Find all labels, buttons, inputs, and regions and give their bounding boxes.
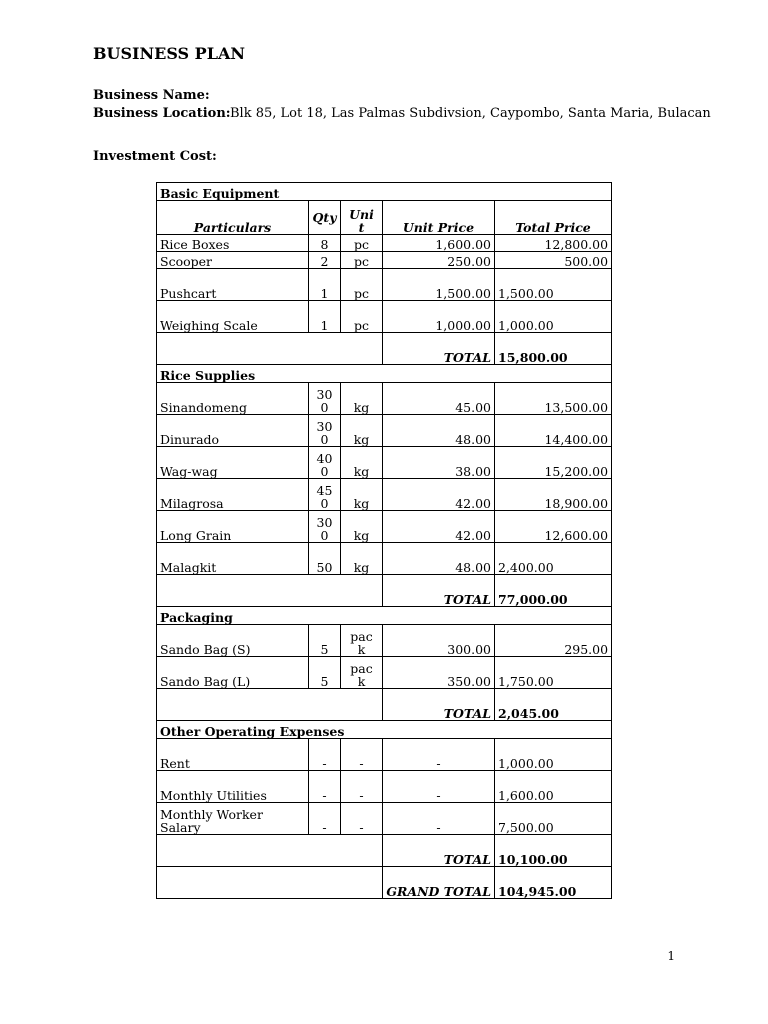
cell-particular: Pushcart (157, 269, 309, 301)
cell-unit-price: 1,600.00 (383, 235, 495, 252)
cell-qty: 5 (309, 625, 341, 657)
table-row (157, 479, 612, 511)
section-total-label: TOTAL (383, 835, 495, 867)
cell-unit-price: 48.00 (383, 543, 495, 575)
section-total-row (157, 333, 612, 365)
section-total-label: TOTAL (383, 575, 495, 607)
cell-unit-price: 42.00 (383, 511, 495, 543)
cell-total-price: 13,500.00 (495, 383, 612, 415)
cell-particular: Long Grain (157, 511, 309, 543)
cell-total-price: 1,750.00 (495, 657, 612, 689)
table-row (157, 269, 612, 301)
section-total-value: 2,045.00 (495, 689, 612, 721)
cell-qty: - (309, 739, 341, 771)
cell-particular: Monthly Utilities (157, 771, 309, 803)
cell-unit-price: 48.00 (383, 415, 495, 447)
table-row (157, 511, 612, 543)
cell-total-price: 1,500.00 (495, 269, 612, 301)
cell-unit: kg (341, 383, 383, 415)
table-row (157, 625, 612, 657)
cell-qty: - (309, 771, 341, 803)
section-total-value: 10,100.00 (495, 835, 612, 867)
table-row (157, 543, 612, 575)
document-title: BUSINESS PLAN (93, 44, 245, 63)
cell-particular: Scooper (157, 252, 309, 269)
cell-qty: - (309, 803, 341, 835)
cell-unit: kg (341, 447, 383, 479)
cell-total-price: 18,900.00 (495, 479, 612, 511)
section-header-row (157, 183, 612, 201)
section-title: Packaging (157, 607, 612, 625)
cell-unit: pc (341, 252, 383, 269)
col-header-unit: Uni t (341, 201, 383, 235)
column-header-row (157, 201, 612, 235)
cell-total-price: 1,600.00 (495, 771, 612, 803)
cell-unit-price: 45.00 (383, 383, 495, 415)
table-row (157, 415, 612, 447)
cell-total-price: 295.00 (495, 625, 612, 657)
cell-unit: - (341, 771, 383, 803)
section-total-label: TOTAL (383, 333, 495, 365)
cell-total-price: 14,400.00 (495, 415, 612, 447)
cell-particular: Sando Bag (L) (157, 657, 309, 689)
cell-total-price: 2,400.00 (495, 543, 612, 575)
col-header-particulars: Particulars (157, 201, 309, 235)
cell-unit: pac k (341, 657, 383, 689)
cell-unit: pc (341, 301, 383, 333)
cell-particular: Monthly Worker Salary (157, 803, 309, 835)
cell-particular: Weighing Scale (157, 301, 309, 333)
table-row (157, 803, 612, 835)
cell-qty: 50 (309, 543, 341, 575)
business-name-row (93, 88, 210, 103)
section-title: Other Operating Expenses (157, 721, 612, 739)
cell-unit-price: - (383, 771, 495, 803)
table-row (157, 739, 612, 771)
cell-unit: pc (341, 269, 383, 301)
cell-qty: 40 0 (309, 447, 341, 479)
cell-total-price: 1,000.00 (495, 301, 612, 333)
section-header-row (157, 607, 612, 625)
cell-unit: kg (341, 543, 383, 575)
total-blank (157, 575, 383, 607)
cell-particular: Sando Bag (S) (157, 625, 309, 657)
col-header-unit-price: Unit Price (383, 201, 495, 235)
page-number: 1 (667, 949, 675, 963)
cell-unit: kg (341, 511, 383, 543)
cell-particular: Sinandomeng (157, 383, 309, 415)
table-row (157, 235, 612, 252)
grand-total-row (157, 867, 612, 899)
table-row (157, 447, 612, 479)
cell-unit-price: - (383, 803, 495, 835)
table-row (157, 383, 612, 415)
section-total-row (157, 575, 612, 607)
cell-unit-price: 1,500.00 (383, 269, 495, 301)
cell-qty: 30 0 (309, 383, 341, 415)
cell-qty: 5 (309, 657, 341, 689)
cell-particular: Dinurado (157, 415, 309, 447)
business-name-label: Business Name: (93, 88, 210, 103)
table-row (157, 301, 612, 333)
section-total-value: 15,800.00 (495, 333, 612, 365)
section-title: Rice Supplies (157, 365, 612, 383)
section-header-row (157, 721, 612, 739)
cell-qty: 45 0 (309, 479, 341, 511)
cell-unit-price: 300.00 (383, 625, 495, 657)
cell-unit-price: - (383, 739, 495, 771)
cell-particular: Milagrosa (157, 479, 309, 511)
col-header-qty: Qty (309, 201, 341, 235)
cell-unit: pc (341, 235, 383, 252)
cell-total-price: 12,600.00 (495, 511, 612, 543)
investment-table-body (157, 183, 612, 899)
cell-qty: 1 (309, 301, 341, 333)
grand-total-blank (157, 867, 383, 899)
cell-particular: Wag-wag (157, 447, 309, 479)
section-total-row (157, 689, 612, 721)
business-location-value: Blk 85, Lot 18, Las Palmas Subdivsion, Caypombo, Santa Maria, Bulacan (230, 106, 711, 121)
cell-qty: 8 (309, 235, 341, 252)
cell-unit: kg (341, 479, 383, 511)
cell-total-price: 12,800.00 (495, 235, 612, 252)
investment-cost-label: Investment Cost: (93, 149, 217, 164)
cell-total-price: 500.00 (495, 252, 612, 269)
cell-particular: Rent (157, 739, 309, 771)
cell-unit: pac k (341, 625, 383, 657)
cell-unit: - (341, 739, 383, 771)
cell-unit-price: 38.00 (383, 447, 495, 479)
grand-total-value: 104,945.00 (495, 867, 612, 899)
section-header-row (157, 365, 612, 383)
grand-total-label: GRAND TOTAL (383, 867, 495, 899)
cell-unit: kg (341, 415, 383, 447)
cell-particular: Rice Boxes (157, 235, 309, 252)
total-blank (157, 689, 383, 721)
cell-unit: - (341, 803, 383, 835)
cell-qty: 30 0 (309, 511, 341, 543)
section-total-label: TOTAL (383, 689, 495, 721)
business-location-label: Business Location: (93, 106, 231, 121)
table-row (157, 252, 612, 269)
cell-qty: 2 (309, 252, 341, 269)
investment-cost-table (156, 182, 612, 899)
table-row (157, 657, 612, 689)
cell-qty: 1 (309, 269, 341, 301)
cell-particular: Malagkit (157, 543, 309, 575)
section-total-value: 77,000.00 (495, 575, 612, 607)
cell-total-price: 1,000.00 (495, 739, 612, 771)
cell-unit-price: 1,000.00 (383, 301, 495, 333)
cell-total-price: 15,200.00 (495, 447, 612, 479)
col-header-total-price: Total Price (495, 201, 612, 235)
cell-unit-price: 350.00 (383, 657, 495, 689)
cell-total-price: 7,500.00 (495, 803, 612, 835)
table-row (157, 771, 612, 803)
section-title: Basic Equipment (157, 183, 612, 201)
total-blank (157, 333, 383, 365)
section-total-row (157, 835, 612, 867)
cell-qty: 30 0 (309, 415, 341, 447)
cell-unit-price: 42.00 (383, 479, 495, 511)
total-blank (157, 835, 383, 867)
cell-unit-price: 250.00 (383, 252, 495, 269)
business-location-row (93, 106, 711, 121)
